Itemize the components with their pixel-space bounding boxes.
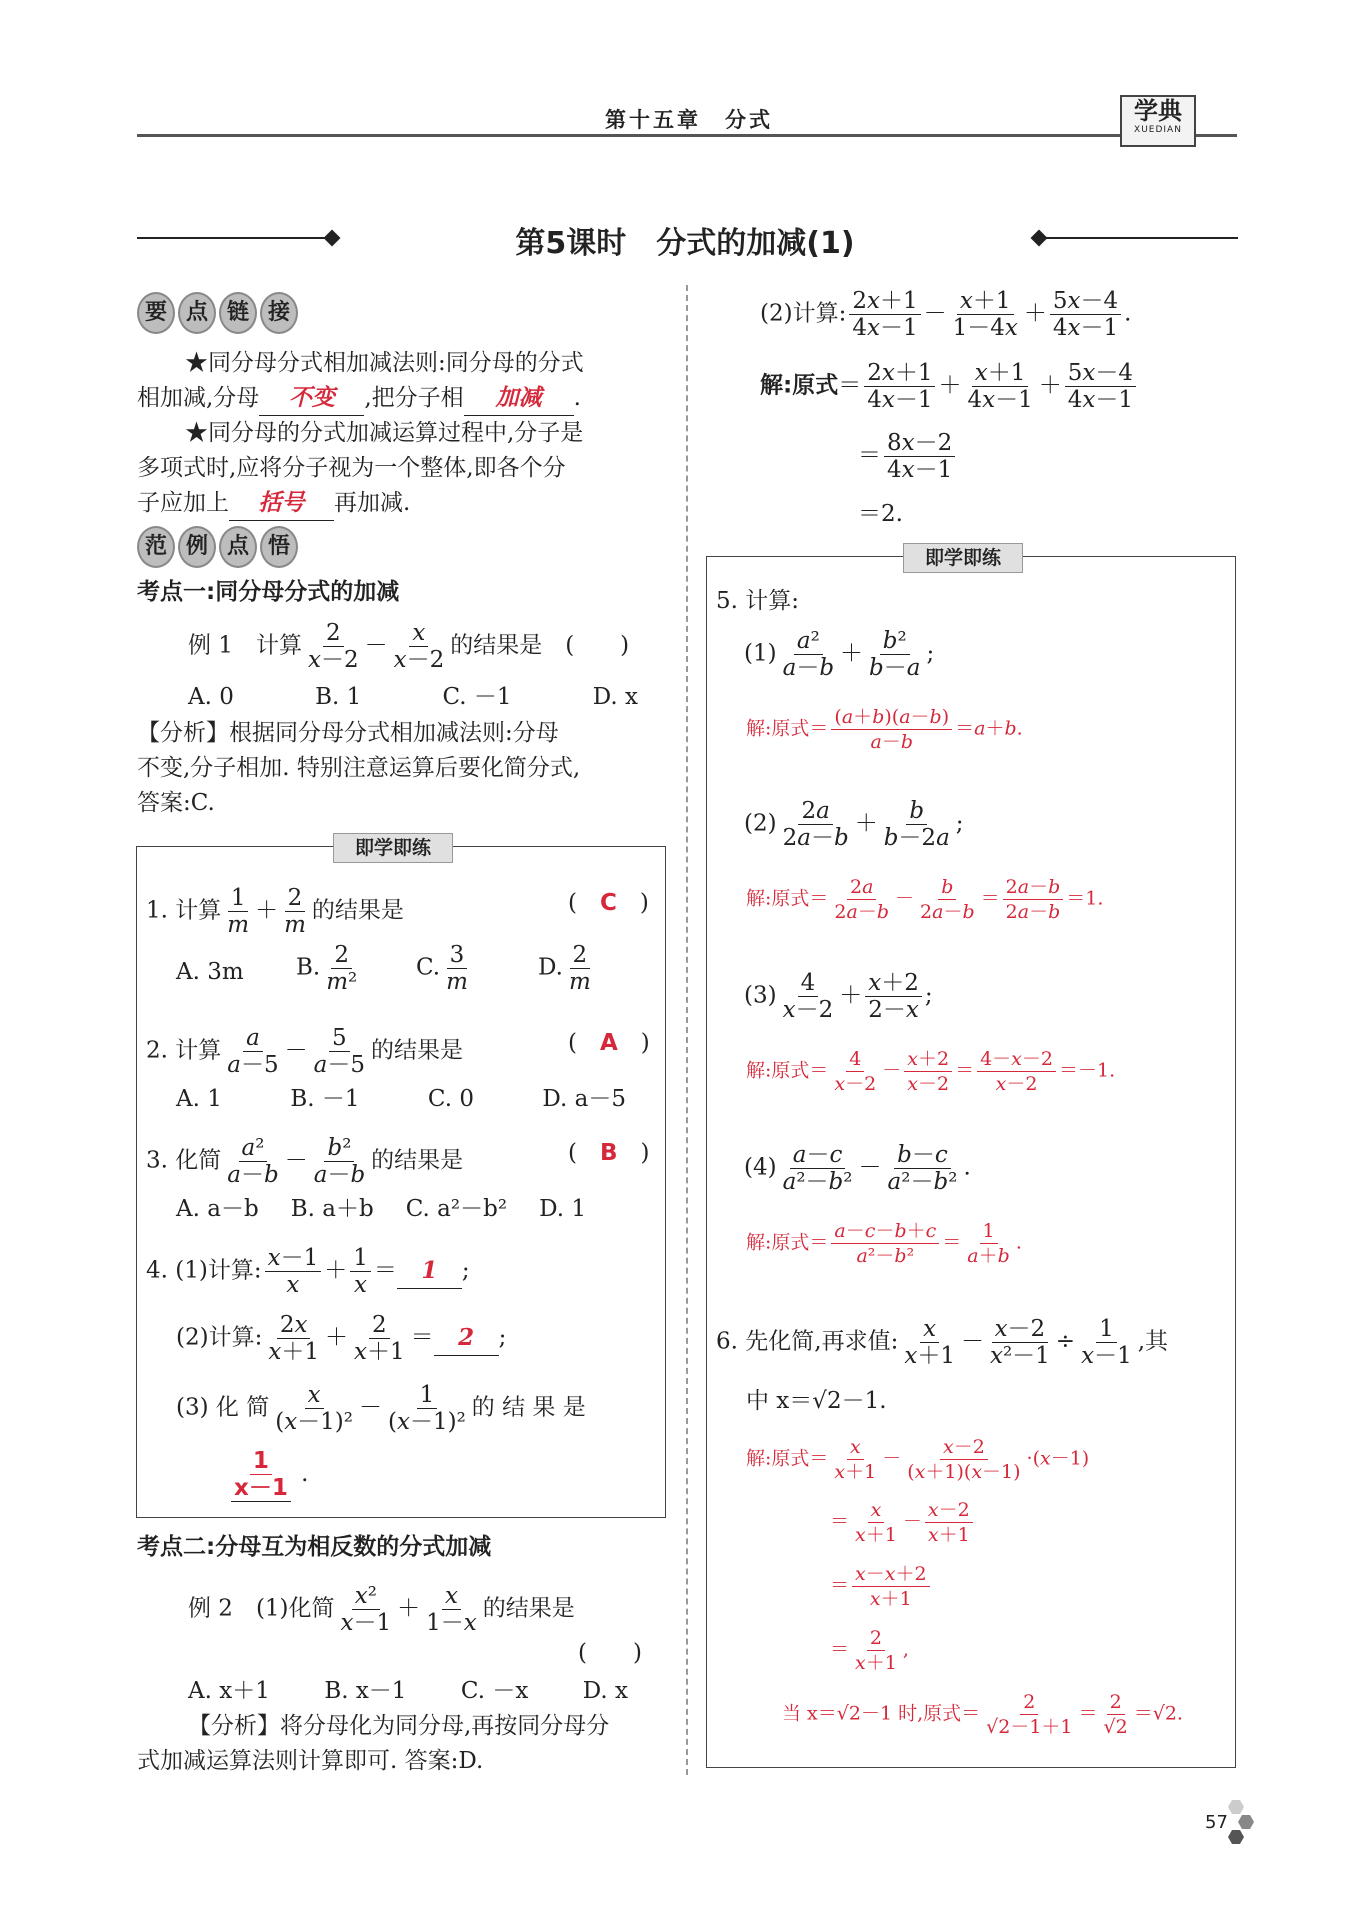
question-2: 2. 计算 $\frac{a}{a-5}$ － $\frac{5}{a-5}$ 的结果是 xyxy=(146,1025,463,1078)
question-6-line-2: 中 x＝√2－1. xyxy=(746,1388,887,1414)
answer-paren: ( A ) xyxy=(568,1030,650,1056)
column-divider xyxy=(686,285,688,1775)
rule-line-5: 子应加上 括号 再加减. xyxy=(137,486,410,521)
practice-tab: 即学即练 xyxy=(903,543,1023,573)
question-1: 1. 计算 $\frac{1}{m}$ ＋ $\frac{2}{m}$ 的结果是 xyxy=(146,885,404,938)
analysis-2-line-1: 【分析】将分母化为同分母,再按同分母分 xyxy=(188,1713,610,1739)
solution-step-3: ＝2. xyxy=(858,501,903,527)
example-2: 例 2 (1)化简 $\frac{\text{x²}}{x-1}$ ＋ $\frac{x}{1-x}$ 的结果是 xyxy=(188,1583,575,1636)
q5-1: (1) $\frac{\text{a²}}{a-b}$ ＋ $\frac{\text{b²}}{b-a}$ ; xyxy=(744,628,935,681)
key-point-2: 考点二:分母互为相反数的分式加减 xyxy=(137,1534,492,1560)
q5-1-solution: 解:原式＝ $\frac{(a+b)(a-b)}{a-b}$ ＝a＋b. xyxy=(746,706,1023,753)
question-3: 3. 化简 $\frac{\text{a²}}{a-b}$ － $\frac{\text{b²}}{a-b}$ 的结果是 xyxy=(146,1135,464,1188)
q6-solution-3: ＝ $\frac{x-x+2}{x+1}$ xyxy=(830,1562,933,1611)
practice-tab: 即学即练 xyxy=(333,833,453,863)
blank-answer: 括号 xyxy=(229,486,334,521)
example-2-paren: ( ) xyxy=(578,1640,642,1666)
q1-options: A. 3m xyxy=(176,959,244,985)
q6-evaluation: 当 x＝√2－1 时,原式＝ $\frac{2}{√2-1+1}$ ＝ $\frac{2}{√2}$ ＝√2. xyxy=(782,1691,1183,1738)
title-rule-right xyxy=(1045,237,1238,239)
q5-3-solution: 解:原式＝ $\frac{4}{x-2}$ － $\frac{x+2}{x-2}$ ＝ $\frac{4-x-2}{x-2}$ ＝－1. xyxy=(746,1048,1116,1095)
q4-3-answer: $\frac{1}{x-1}$ . xyxy=(228,1448,308,1502)
section-badge-key-points: 要 点 链 接 xyxy=(137,292,298,332)
answer: B xyxy=(599,1140,618,1166)
answer-paren: ( C ) xyxy=(568,890,649,916)
example-1-options: A. 0 B. 1 C. －1 D. x xyxy=(188,684,638,710)
rule-line-2: 相加减,分母 不变 ,把分子相 加减 . xyxy=(137,381,581,416)
rule-line-3: ★同分母的分式加减运算过程中,分子是 xyxy=(185,420,584,446)
analysis-1-line-1: 【分析】根据同分母分式相加减法则:分母 xyxy=(137,720,559,746)
question-4-3: (3) 化 简 $\frac{x}{\text{(x－1)²}}$ － $\frac{1}{\text{(x－1)²}}$ 的 结 果 是 xyxy=(176,1382,586,1435)
q6-solution-1: 解:原式＝ $\frac{x}{x+1}$ － $\frac{x-2}{(x+1)(x-1)}$ ·(x－1) xyxy=(746,1436,1090,1483)
blank-answer: 加减 xyxy=(464,381,574,416)
rule-line-1: ★同分母分式相加减法则:同分母的分式 xyxy=(185,350,584,376)
q2-options: A. 1 B. －1 C. 0 D. a－5 xyxy=(176,1086,626,1112)
example-1-part-2: (2)计算: $\frac{2x+1}{4x-1}$ － $\frac{x+1}{1-4x}$ ＋ $\frac{5x-4}{4x-1}$ . xyxy=(760,288,1132,341)
publisher-logo xyxy=(1120,95,1196,147)
q5-4: (4) $\frac{a-c}{\text{a²－b²}}$ － $\frac{b-c}{\text{a²－b²}}$ . xyxy=(744,1142,971,1195)
answer-paren: ( B ) xyxy=(568,1140,650,1166)
q1-option-b: B. $\frac{2}{\text{m²}}$ xyxy=(296,942,358,995)
logo-subtext: XUEDIAN xyxy=(1134,125,1182,135)
example-1: 例 1 计算 $\frac{2}{x-2}$ － $\frac{x}{x-2}$ 的结果是 ( ) xyxy=(188,620,630,673)
answer: C xyxy=(599,890,617,916)
lesson-title: 第5课时 分式的加减(1) xyxy=(515,226,855,261)
analysis-2-line-2: 式加减运算法则计算即可. 答案:D. xyxy=(137,1748,484,1774)
hexagon-decoration xyxy=(1228,1830,1244,1844)
rule-line-4: 多项式时,应将分子视为一个整体,即各个分 xyxy=(137,455,566,481)
hexagon-decoration xyxy=(1228,1800,1244,1814)
solution-step-1: 解:原式＝ $\frac{2x+1}{4x-1}$ ＋ $\frac{x+1}{4x-1}$ ＋ $\frac{5x-4}{4x-1}$ xyxy=(760,360,1139,413)
q5-2-solution: 解:原式＝ $\frac{2a}{2a-b}$ － $\frac{b}{2a-b}$ ＝ $\frac{2a-b}{2a-b}$ ＝1. xyxy=(746,876,1104,923)
hexagon-decoration xyxy=(1238,1815,1254,1829)
answer: A xyxy=(599,1030,618,1056)
question-4-1: 4. (1)计算: $\frac{x-1}{x}$ ＋ $\frac{1}{x}$ ＝ 1 ; xyxy=(146,1245,470,1298)
logo-text: 学典 xyxy=(1134,97,1182,125)
question-6: 6. 先化简,再求值: $\frac{x}{x+1}$ － $\frac{x-2}{\text{x²－1}}$ ÷ $\frac{1}{x-1}$ ,其 xyxy=(716,1316,1169,1369)
header-rule xyxy=(137,134,1237,137)
q5-2: (2) $\frac{2a}{2a-b}$ ＋ $\frac{b}{b-2a}$ ; xyxy=(744,798,964,851)
blank-answer: 不变 xyxy=(259,381,364,416)
q1-option-d: D. $\frac{2}{m}$ xyxy=(538,942,591,995)
question-4-2: (2)计算: $\frac{2x}{x+1}$ ＋ $\frac{2}{x+1}$ ＝ 2 ; xyxy=(176,1312,507,1365)
analysis-1-line-2: 不变,分子相加. 特别注意运算后要化简分式, xyxy=(137,755,581,781)
q5-4-solution: 解:原式＝ $\frac{a-c-b+c}{\text{a²－b²}}$ ＝ $\frac{1}{a+b}$ . xyxy=(746,1220,1022,1267)
solution-step-2: ＝ $\frac{8x-2}{4x-1}$ xyxy=(858,430,958,483)
q5-3: (3) $\frac{4}{x-2}$ ＋ $\frac{x+2}{2-x}$ ; xyxy=(744,970,933,1023)
blank-answer: 2 xyxy=(434,1321,499,1356)
example-2-options: A. x＋1 B. x－1 C. －x D. x xyxy=(188,1678,628,1704)
section-badge-examples: 范 例 点 悟 xyxy=(137,526,298,566)
q1-option-c: C. $\frac{3}{m}$ xyxy=(416,942,468,995)
blank-answer: 1 xyxy=(397,1254,462,1289)
page-number: 57 xyxy=(1205,1812,1228,1833)
question-5: 5. 计算: xyxy=(716,588,800,614)
q6-solution-2: ＝ $\frac{x}{x+1}$ － $\frac{x-2}{x+1}$ xyxy=(830,1498,976,1547)
q6-solution-4: ＝ $\frac{2}{x+1}$ , xyxy=(830,1627,909,1674)
analysis-1-line-3: 答案:C. xyxy=(137,790,215,816)
chapter-header: 第十五章 分式 xyxy=(605,108,773,132)
q3-options: A. a－b B. a＋b C. a²－b² D. 1 xyxy=(176,1196,586,1222)
key-point-1: 考点一:同分母分式的加减 xyxy=(137,579,400,605)
